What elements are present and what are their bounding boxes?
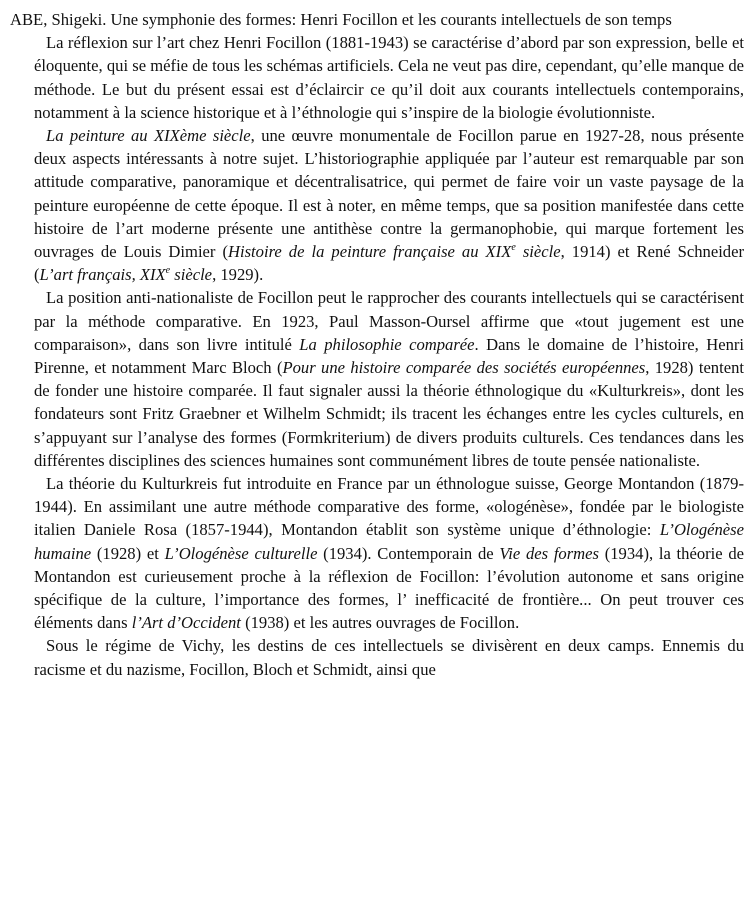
book-title: L’art français, XIX	[39, 265, 166, 285]
book-title: Histoire de la peinture française au XIX	[228, 242, 512, 262]
book-title: Vie des formes	[499, 543, 599, 563]
book-title: L’Ologénèse culturelle	[164, 543, 318, 563]
paragraph-text: , 1929).	[212, 265, 264, 285]
article-title: Une symphonie des formes: Henri Focillon et les courants intellectuels de son temps	[110, 10, 672, 29]
paragraph-text: La position anti-nationaliste de Focillon peut le rapprocher des courants intellectuels qui se caractérisent par la méthode comparative. En 1923, Paul Masson-Oursel affirme que «tout jugement est une comparaison», dans son livre intitulé	[34, 288, 744, 354]
paragraph-5	[10, 634, 744, 680]
paragraph-text: (1934), la théorie de Montandon est curieusement proche à la réflexion de Focillon: l’évolution autonome et sans origine spécifique de la culture, l’importance des formes, l’ inefficacité de frontière... On peut trouver ces éléments dans	[34, 543, 745, 633]
book-title: siècle	[170, 265, 213, 285]
superscript: e	[165, 264, 171, 276]
paragraph-4	[10, 472, 744, 634]
superscript: e	[511, 241, 516, 253]
paragraph-text: (1934). Contemporain de	[317, 543, 500, 563]
paragraph-3	[10, 286, 744, 472]
book-title: La peinture au XIXème siècle	[46, 126, 251, 146]
paragraph-text: , 1914) et René Schneider (	[34, 242, 744, 285]
paragraph-1	[10, 31, 744, 124]
paragraph-text: , une œuvre monumentale de Focillon parue en 1927-28, nous présente deux aspects intéressants à notre sujet. L’historiographie appliquée par l’auteur est remarquable par son attitude comparative, panoramique et décentralisatrice, qui permet de faire voir un vaste paysage de la peinture européenne de cette époque. Il est à noter, en même temps, que sa position manifestée dans cette histoire de l’art moderne présente une antithèse contre la germanophobie, qui marque fortement les ouvrages de Louis Dimier (	[34, 126, 745, 262]
book-title: siècle	[515, 242, 561, 262]
paragraph-text: (1928) et	[91, 543, 165, 563]
book-title: Pour une histoire comparée des sociétés européennes	[282, 358, 646, 378]
paragraph-text: . Dans le domaine de l’histoire, Henri Pirenne, et notamment Marc Bloch (	[34, 334, 745, 378]
book-title: La philosophie comparée	[299, 334, 475, 354]
paragraph-2	[10, 124, 744, 286]
paragraph-text: La réflexion sur l’art chez Henri Focillon (1881-1943) se caractérise d’abord par son expression, belle et éloquente, qui se méfie de tous les schémas artificiels. Cela ne veut pas dire, cependant, qu’elle manque de méthode. Le but du présent essai est d’éclaircir ce qu’il doit aux courants intellectuels contemporains, notamment à la science historique et à l’éthnologie qui s’inspire de la biologie évolutionniste.	[34, 33, 744, 122]
article-header	[10, 8, 744, 31]
paragraph-text: Sous le régime de Vichy, les destins de ces intellectuels se divisèrent en deux camps. Ennemis du racisme et du nazisme, Focillon, Bloch et Schmidt, ainsi que	[34, 636, 744, 679]
paragraph-text: La théorie du Kulturkreis fut introduite en France par un éthnologue suisse, George Montandon (1879-1944). En assimilant une autre méthode comparative des forme, «ologénèse», fondée par le biologiste italien Daniele Rosa (1857-1944), Montandon établit son système unique d’éthnologie:	[34, 474, 744, 540]
book-title: l’Art d’Occident	[131, 613, 241, 633]
paragraph-text: (1938) et les autres ouvrages de Focillon.	[240, 613, 520, 633]
article-author: ABE, Shigeki.	[10, 10, 107, 29]
book-title: L’Ologénèse humaine	[34, 520, 744, 563]
paragraph-text: , 1928) tentent de fonder une histoire comparée. Il faut signaler aussi la théorie éthnologique du «Kulturkreis», dont les fondateurs sont Fritz Graebner et Wilhelm Schmidt; ils tracent les échanges entre les cycles culturels, en s’appuyant sur l’analyse des formes (Formkriterium) de divers produits culturels. Ces tendances dans les différentes disciplines des sciences humaines sont communément libres de toute pensée nationaliste.	[34, 358, 744, 470]
